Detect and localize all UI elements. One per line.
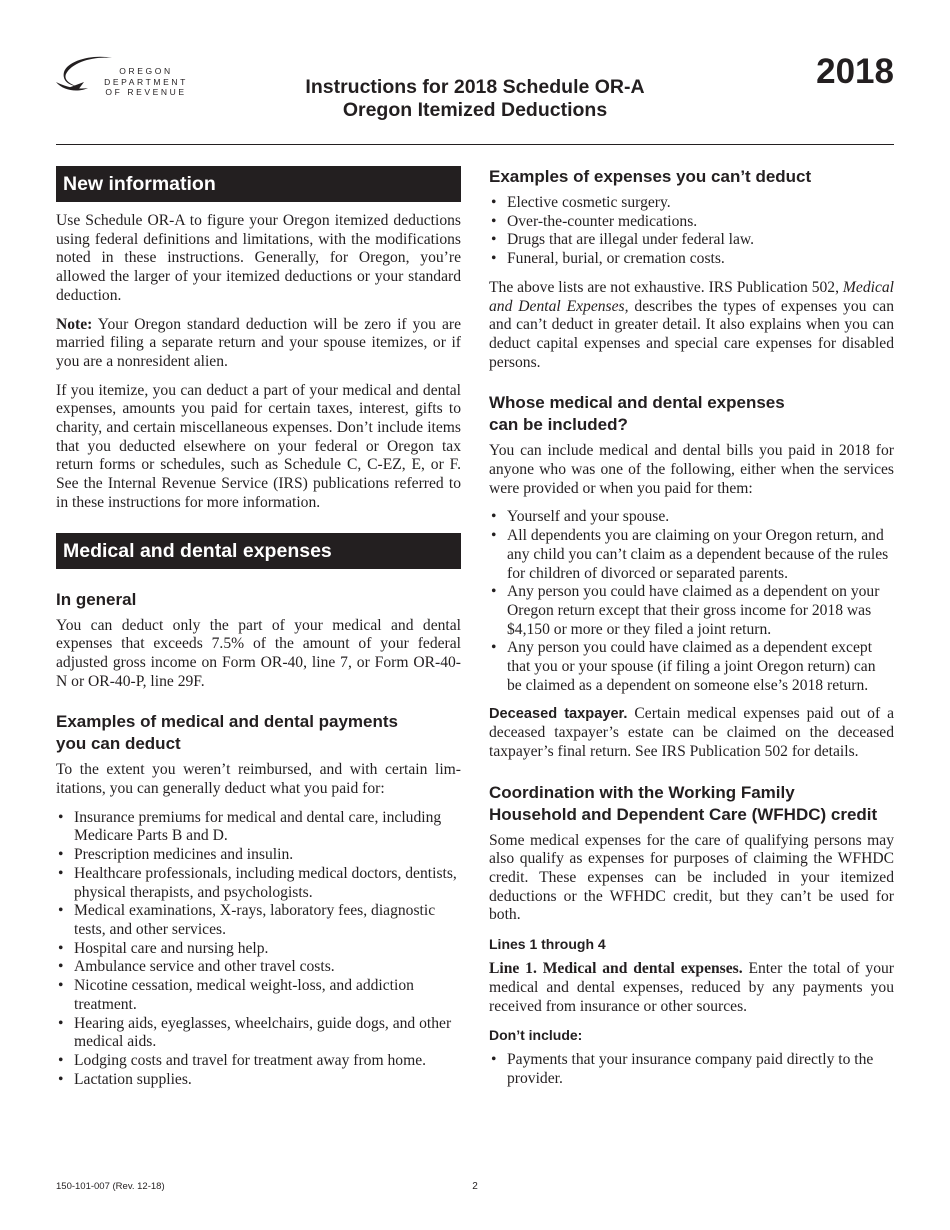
list-item: • Over-the-counter medications. [489,213,894,232]
whose-list [489,508,894,695]
new-information-banner: New information [56,166,461,202]
examples-deduct-heading: Examples of medical and dental payments you can deduct [56,712,399,754]
page-number: 2 [472,1181,478,1192]
note-text: Your Oregon standard deduction will be zero if you are married filing a separate return and your spouse itemizes, or if you are a nonresident alien. [56,315,461,370]
lines-heading: Lines 1 through 4 [489,936,606,953]
document-title [240,76,710,122]
line-1-label: Line 1. Medical and dental expenses. [489,960,743,978]
whose-intro: You can include medical and dental bills you paid in 2018 for anyone who was one of the following, either when the services were provided or when you paid for them: [489,442,894,497]
whose-expenses-heading: Whose medical and dental expenses can be included? [489,393,785,435]
oregon-dor-logo [54,52,189,102]
dont-include-list [489,1051,894,1088]
list-item: • Any person you could have claimed as a dependent except that you or your spouse (if filing a joint Oregon return) can be claimed as a dependent on someone else’s 2018 return. [489,639,894,695]
list-item: • Lodging costs and travel for treatment away from home. [56,1052,461,1071]
publication-title: Medical and Dental Expenses, [489,278,894,315]
note-paragraph [56,316,461,372]
list-item: • Medical examinations, X-rays, laboratory fees, diagnostic tests, and other services. [56,902,461,939]
in-general-paragraph: You can deduct only the part of your medical and dental expenses that exceeds 7.5% of the amount of your federal adjusted gross income on Form OR-40, line 7, or Form OR-40-N or OR-40-P, line 29F. [56,616,461,690]
not-exhaustive-paragraph: The above lists are not exhaustive. IRS Publication 502, Medical and Dental Expenses, describes the types of expenses you can and can’t deduct in greater detail. It also explains when you can deduct capital expenses and special care expenses for disabled persons. [489,278,894,371]
list-item: • Hospital care and nursing help. [56,940,461,959]
cant-deduct-heading: Examples of expenses you can’t deduct [489,167,812,186]
list-item: • Nicotine cessation, medical weight-loss, and addiction treatment. [56,977,461,1014]
examples-intro: To the extent you weren’t reimbursed, and with certain limitations, you can generally deduct what you paid for: [56,761,461,798]
list-item: • Prescription medicines and insulin. [56,846,461,865]
list-item: • Ambulance service and other travel costs. [56,958,461,977]
deceased-paragraph: Deceased taxpayer. Certain medical expenses paid out of a deceased taxpayer’s estate can be claimed on the deceased taxpayer’s final return. See IRS Publication 502 for details. [489,705,894,760]
list-item: • Yourself and your spouse. [489,508,894,527]
in-general-heading: In general [56,589,137,609]
left-column [56,166,461,1099]
medical-dental-banner: Medical and dental expenses [56,533,461,569]
tax-year: 2018 [816,52,894,91]
dont-include-heading: Don’t include: [489,1027,583,1044]
deceased-label: Deceased taxpayer. [489,706,628,723]
header-divider [56,144,894,145]
list-item: • Healthcare professionals, including medical doctors, dentists, physical therapists, and psychologists. [56,865,461,902]
note-label: Note: [56,315,93,333]
cant-deduct-list [489,194,894,269]
coordination-paragraph: Some medical expenses for the care of qualifying persons may also qualify as expenses for purposes of claiming the WFHDC credit. These expenses can be included in your itemized deductions or the WFHDC credit, but they can’t be used for both. [489,831,894,924]
new-info-paragraph-1: Use Schedule OR-A to figure your Oregon itemized deductions using federal definitions and limitations, with the modifications noted in these instructions. Generally, for Oregon, you’re allowed the larger of your itemized deductions or your standard deduction. [56,212,461,304]
list-item: • Hearing aids, eyeglasses, wheelchairs, guide dogs, and other medical aids. [56,1015,461,1052]
form-number: 150-101-007 (Rev. 12-18) [56,1181,165,1192]
title-line-1: Instructions for 2018 Schedule OR-A [305,76,645,98]
right-column [489,166,894,1099]
coordination-heading: Coordination with the Working Family Household and Dependent Care (WFHDC) credit [489,782,878,824]
logo-text: OREGON DEPARTMENT OF REVENUE [104,66,188,97]
list-item: • Payments that your insurance company paid directly to the provider. [489,1051,894,1088]
title-line-2: Oregon Itemized Deductions [342,99,608,121]
list-item: • All dependents you are claiming on your Oregon return, and any child you can’t claim as a dependent because of the rules for children of divorced or separated parents. [489,527,894,583]
new-info-paragraph-3: If you itemize, you can deduct a part of your medical and dental expenses, amounts you paid for certain taxes, interest, gifts to charity, and certain miscellaneous expenses. Don’t include items that you deducted elsewhere on your federal or Oregon tax return forms or schedules, such as Schedule C, C-EZ, E, or F. See the Internal Revenue Service (IRS) publications referred to in these instructions for more information. [56,381,461,511]
list-item: • Any person you could have claimed as a dependent on your Oregon return except that their gross income for 2018 was $4,150 or more or they filed a joint return. [489,583,894,639]
list-item: • Drugs that are illegal under federal law. [489,231,894,250]
list-item: • Lactation supplies. [56,1071,461,1090]
list-item: • Funeral, burial, or cremation costs. [489,250,894,269]
list-item: • Elective cosmetic surgery. [489,194,894,213]
list-item: • Insurance premiums for medical and dental care, including Medicare Parts B and D. [56,809,461,846]
examples-deduct-list [56,809,461,1090]
line-1-paragraph: Line 1. Medical and dental expenses. Enter the total of your medical and dental expenses, reduced by any payments you received from insurance or other sources. [489,960,894,1015]
